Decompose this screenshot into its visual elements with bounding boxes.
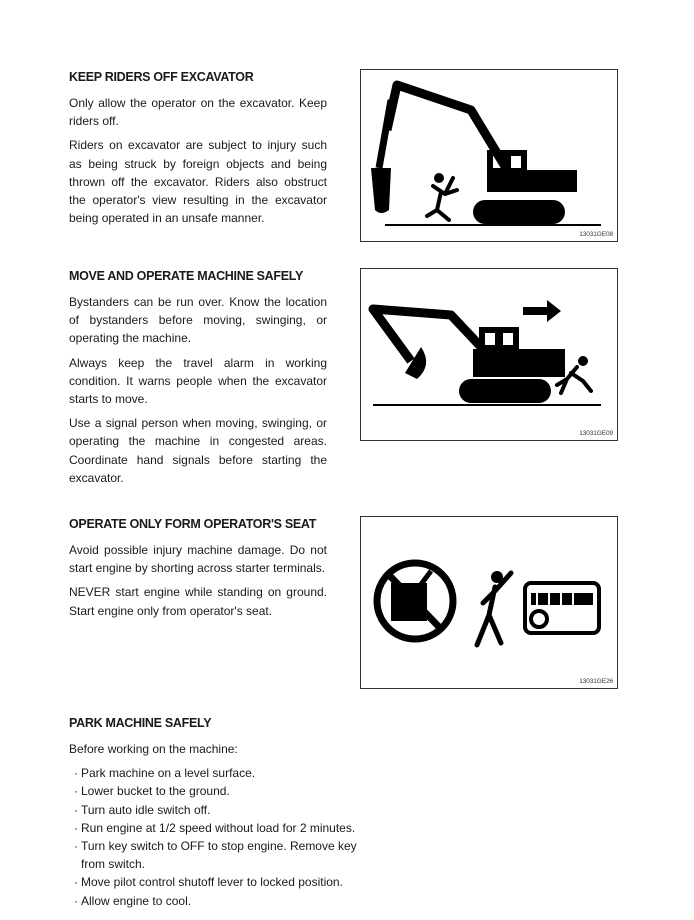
paragraph: Riders on excavator are subject to injury such as being struck by foreign objects and being thrown off the excavator. Riders also obstruct the operator's view resulting in the excavator being operated in an unsafe manner. xyxy=(69,138,327,226)
section-keep-riders-off xyxy=(69,70,327,233)
list-item: · Run engine at 1/2 speed without load for 2 minutes. xyxy=(74,820,356,835)
figure-rider-thrown-off xyxy=(360,69,618,242)
section-operate-from-seat xyxy=(69,517,327,626)
list-item: · Move pilot control shutoff lever to locked position. xyxy=(74,875,343,890)
list-item: · Lower bucket to the ground. xyxy=(74,784,230,799)
paragraph: Bystanders can be run over. Know the location of bystanders before moving, swinging, or operating the machine. xyxy=(69,295,327,346)
paragraph: NEVER start engine while standing on ground. Start engine only from operator's seat. xyxy=(69,585,327,618)
section-heading: MOVE AND OPERATE MACHINE SAFELY xyxy=(69,269,304,283)
list-item: · Turn key switch to OFF to stop engine. Remove key from switch. xyxy=(74,839,357,872)
figure-bystander-run-over xyxy=(360,268,618,441)
section-heading: OPERATE ONLY FORM OPERATOR'S SEAT xyxy=(69,517,317,531)
bullet-list xyxy=(69,764,369,910)
figure-code: 13031GE08 xyxy=(579,231,613,238)
section-park-machine-safely xyxy=(69,716,369,910)
prohibition-illustration xyxy=(361,517,617,688)
paragraph: Always keep the travel alarm in working condition. It warns people when the excavator starts to move. xyxy=(69,355,327,407)
paragraph: Use a signal person when moving, swinging, or operating the machine in congested areas. Coordinate hand signals before starting the excavator. xyxy=(69,416,327,485)
paragraph: Before working on the machine: xyxy=(69,742,238,756)
list-item: · Turn auto idle switch off. xyxy=(74,802,211,817)
section-move-operate-safely xyxy=(69,269,327,493)
section-heading: PARK MACHINE SAFELY xyxy=(69,716,212,730)
excavator-bystander-illustration xyxy=(361,269,617,440)
list-item: · Park machine on a level surface. xyxy=(74,766,256,781)
paragraph: Avoid possible injury machine damage. Do not start engine by shorting across starter terminals. xyxy=(69,543,327,576)
excavator-rider-illustration xyxy=(361,70,617,241)
list-item: · Allow engine to cool. xyxy=(74,893,192,908)
figure-code: 13031GE26 xyxy=(579,678,613,685)
paragraph: Only allow the operator on the excavator. Keep riders off. xyxy=(69,96,327,129)
section-heading: KEEP RIDERS OFF EXCAVATOR xyxy=(69,70,254,84)
figure-no-shorting-starter xyxy=(360,516,618,689)
figure-code: 13031GE09 xyxy=(579,430,613,437)
